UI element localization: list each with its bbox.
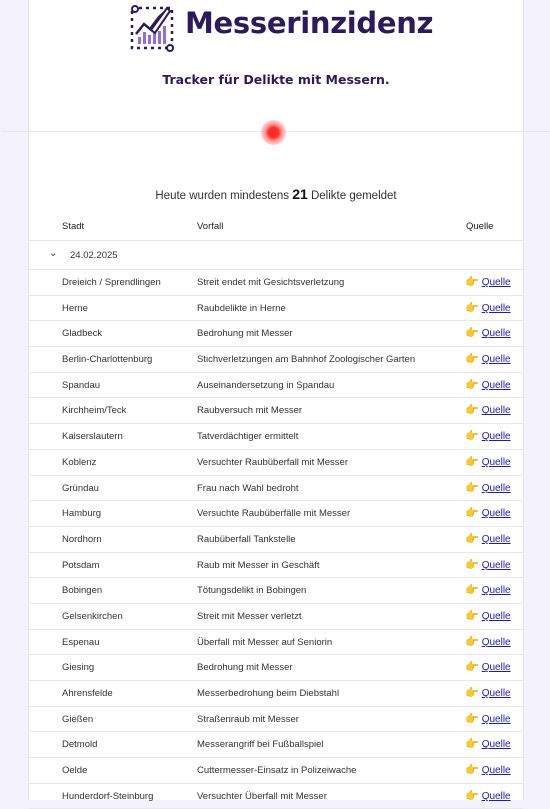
row-city: Espenau [62, 636, 100, 648]
pointing-hand-icon: 👉 [465, 327, 479, 340]
row-incident: Auseinandersetzung in Spandau [197, 379, 335, 391]
row-incident: Streit endet mit Gesichtsverletzung [197, 277, 345, 288]
pointing-hand-icon: 👉 [465, 378, 479, 391]
source-link[interactable]: Quelle [481, 354, 511, 366]
source-link[interactable]: Quelle [481, 585, 511, 597]
row-incident: Überfall mit Messer auf Seniorin [197, 636, 333, 648]
incident-table [29, 214, 523, 809]
pointing-hand-icon: 👉 [465, 276, 479, 288]
row-city: Kirchheim/Teck [62, 405, 127, 417]
row-city: Dreieich / Sprendlingen [62, 277, 161, 288]
row-city: Koblenz [62, 456, 97, 468]
row-incident: Raub mit Messer in Geschäft [197, 559, 320, 571]
pointing-hand-icon: 👉 [465, 584, 479, 597]
row-incident: Messerbedrohung beim Diebstahl [197, 688, 340, 699]
row-source [465, 275, 511, 288]
pointing-hand-icon: 👉 [465, 687, 479, 699]
pointing-hand-icon: 👉 [465, 481, 479, 494]
column-header-source: Quelle [466, 221, 494, 232]
pointing-hand-icon: 👉 [465, 558, 479, 571]
row-city: Gründau [62, 482, 99, 494]
row-source [465, 609, 511, 622]
source-link[interactable]: Quelle [481, 328, 511, 340]
row-city: Gladbeck [62, 328, 103, 340]
source-link[interactable]: Quelle [481, 508, 511, 520]
row-source [465, 583, 511, 596]
source-link[interactable]: Quelle [481, 610, 511, 622]
table-header [29, 214, 523, 241]
main-card [28, 0, 524, 800]
pointing-hand-icon: 👉 [465, 738, 479, 751]
row-incident: Versuchte Raubüberfälle mit Messer [197, 508, 351, 520]
row-source [465, 558, 511, 571]
pointing-hand-icon: 👉 [465, 404, 479, 417]
summary-prefix: Heute wurden mindestens [155, 190, 289, 202]
row-incident: Cuttermesser-Einsatz in Polizeiwache [197, 765, 357, 777]
row-city: Berlin-Charlottenburg [62, 354, 153, 366]
daily-summary [29, 186, 523, 202]
table-row [29, 681, 523, 707]
row-source [465, 429, 511, 442]
summary-suffix: Delikte gemeldet [310, 190, 397, 202]
table-row [29, 450, 523, 476]
row-city: Hunderdorf-Steinburg [62, 790, 154, 802]
row-city: Gelsenkirchen [62, 610, 123, 622]
row-source [465, 737, 511, 750]
row-incident: Raubversuch mit Messer [197, 405, 303, 417]
row-source [465, 481, 511, 494]
source-link[interactable]: Quelle [481, 790, 511, 802]
source-link[interactable]: Quelle [481, 765, 511, 777]
row-incident: Straßenraub mit Messer [197, 713, 299, 725]
row-city: Giesing [62, 662, 95, 674]
row-incident: Bedrohung mit Messer [197, 662, 293, 674]
table-row [29, 424, 523, 450]
pointing-hand-icon: 👉 [465, 455, 479, 468]
column-header-incident: Vorfall [197, 221, 224, 232]
row-source [465, 326, 511, 339]
row-source [465, 301, 511, 314]
pointing-hand-icon: 👉 [465, 507, 479, 520]
pointing-hand-icon: 👉 [465, 301, 479, 314]
row-source [465, 686, 511, 699]
table-row [29, 347, 523, 373]
table-row [29, 476, 523, 502]
table-row [29, 707, 523, 733]
table-row [29, 784, 523, 809]
source-link[interactable]: Quelle [481, 636, 511, 648]
table-row [29, 270, 523, 296]
row-incident: Tötungsdelikt in Bobingen [197, 585, 307, 597]
row-source [465, 763, 511, 776]
row-incident: Raubdelikte in Herne [197, 302, 286, 314]
row-city: Gießen [62, 713, 94, 725]
live-dot-icon [261, 120, 286, 145]
chevron-down-icon[interactable]: ⌄ [49, 248, 58, 259]
table-row [29, 630, 523, 656]
row-incident: Versuchter Raubüberfall mit Messer [197, 456, 349, 468]
pointing-hand-icon: 👉 [465, 712, 479, 725]
row-incident: Raubüberfall Tankstelle [197, 533, 296, 545]
source-link[interactable]: Quelle [481, 431, 511, 443]
row-city: Potsdam [62, 559, 100, 571]
row-incident: Tatverdächtiger ermittelt [197, 431, 299, 443]
pointing-hand-icon: 👉 [465, 353, 479, 366]
pointing-hand-icon: 👉 [465, 609, 479, 622]
table-row [29, 553, 523, 579]
row-city: Kaiserslautern [62, 431, 123, 443]
row-city: Hamburg [62, 508, 102, 520]
row-source [465, 712, 511, 725]
row-source [465, 378, 511, 391]
row-incident: Frau nach Wahl bedroht [197, 482, 299, 494]
row-incident: Stichverletzungen am Bahnhof Zoologischer Garten [197, 354, 416, 366]
source-link[interactable]: Quelle [481, 688, 511, 699]
site-title[interactable]: Messerinzidenz [185, 6, 434, 40]
row-source [465, 660, 511, 673]
group-date: 24.02.2025 [70, 250, 118, 261]
row-source [465, 455, 511, 468]
row-incident: Bedrohung mit Messer [197, 328, 293, 340]
pointing-hand-icon: 👉 [465, 532, 479, 545]
pointing-hand-icon: 👉 [465, 764, 479, 777]
date-group-toggle[interactable] [29, 241, 523, 270]
table-row [29, 527, 523, 553]
row-incident: Versuchter Überfall mit Messer [197, 790, 327, 802]
table-row [29, 321, 523, 347]
row-source [465, 352, 511, 365]
pointing-hand-icon: 👉 [465, 635, 479, 648]
table-row [29, 655, 523, 681]
source-link[interactable]: Quelle [481, 379, 511, 391]
incident-count: 21 [292, 186, 308, 202]
header [29, 0, 523, 132]
row-incident: Streit mit Messer verletzt [197, 610, 302, 622]
row-incident: Messerangriff bei Fußballspiel [197, 739, 324, 751]
row-city: Oelde [62, 765, 88, 777]
table-row [29, 373, 523, 399]
table-row [29, 604, 523, 630]
source-link[interactable]: Quelle [481, 713, 511, 725]
source-link[interactable]: Quelle [481, 533, 511, 545]
chart-knife-logo-icon [129, 4, 175, 52]
table-row [29, 578, 523, 604]
site-tagline: Tracker für Delikte mit Messern. [162, 72, 390, 87]
row-city: Nordhorn [62, 533, 102, 545]
source-link[interactable]: Quelle [481, 456, 511, 468]
row-source [465, 532, 511, 545]
source-link[interactable]: Quelle [481, 405, 511, 417]
row-source [465, 635, 511, 648]
pointing-hand-icon: 👉 [465, 430, 479, 443]
source-link[interactable]: Quelle [481, 662, 511, 674]
source-link[interactable]: Quelle [481, 482, 511, 494]
table-body [29, 270, 523, 809]
row-city: Herne [62, 302, 88, 314]
column-header-city: Stadt [62, 221, 85, 232]
source-link[interactable]: Quelle [481, 302, 511, 314]
pointing-hand-icon: 👉 [465, 661, 479, 674]
table-row [29, 732, 523, 758]
row-city: Detmold [62, 739, 98, 751]
table-row [29, 501, 523, 527]
table-row [29, 296, 523, 322]
table-row [29, 398, 523, 424]
table-row [29, 758, 523, 784]
source-link[interactable]: Quelle [481, 559, 511, 571]
source-link[interactable]: Quelle [481, 739, 511, 751]
pointing-hand-icon: 👉 [465, 789, 479, 802]
source-link[interactable]: Quelle [481, 277, 511, 288]
row-source [465, 506, 511, 519]
row-city: Spandau [62, 379, 101, 391]
row-source [465, 403, 511, 416]
row-city: Bobingen [62, 585, 103, 597]
row-city: Ahrensfelde [62, 688, 113, 699]
